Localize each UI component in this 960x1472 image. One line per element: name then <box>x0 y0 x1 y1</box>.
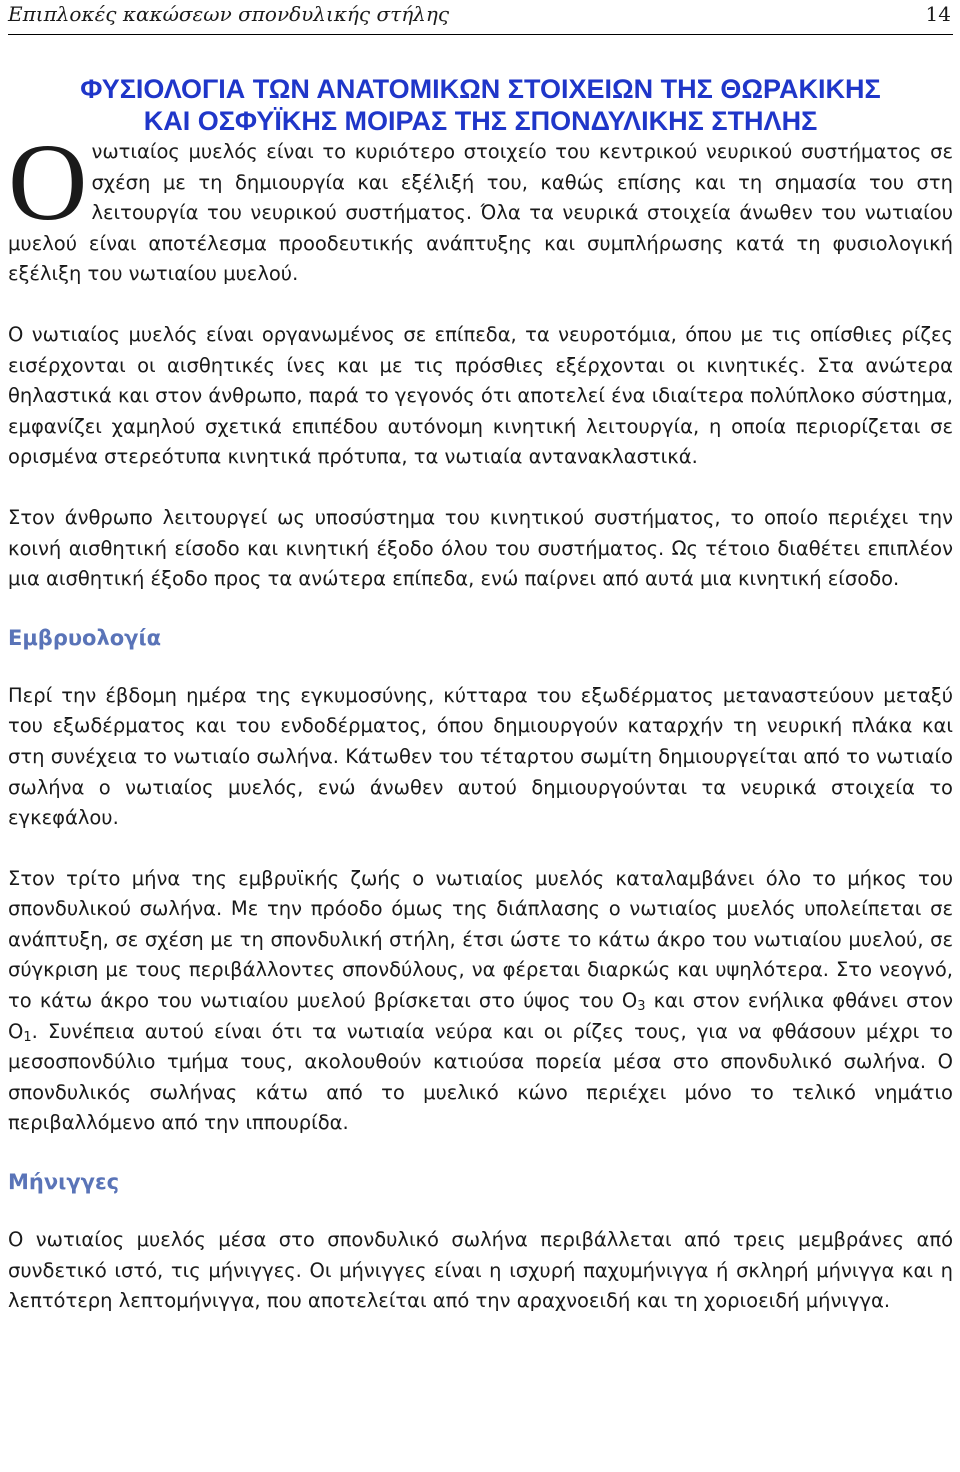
paragraph-organization: Ο νωτιαίος μυελός είναι οργανωμένος σε επίπεδα, τα νευροτόμια, όπου με τις οπίσθιες ρίζες εισέρχονται οι αισθητικές ίνες και με τις πρόσθιες εξέρχονται οι κινητικές. Στα ανώτερα θηλαστικά και στον άνθρωπο, παρά το γεγονός ότι αποτελεί ένα ιδιαίτερα πολύπλοκο σύστημα, εμφανίζει χαμηλού σχετικά επιπέδου αυτόνομη κινητική λειτουργία, η οποία περιορίζεται σε ορισμένα στερεότυπα κινητικά πρότυπα, τα νωτιαία αντανακλαστικά. <box>8 322 953 469</box>
paragraph-embryology-1: Περί την έβδομη ημέρα της εγκυμοσύνης, κύτταρα του εξωδέρματος μεταναστεύουν μεταξύ του εξωδέρματος και του ενδοδέρματος, όπου δημιουργούν καταρχήν τη νευρική πλάκα και στη συνέχεια το νωτιαίο σωλήνα. Κάτωθεν του τέταρτου σωμίτη δημιουργείται από το νωτιαίο σωλήνα ο νωτιαίος μυελός, ενώ άνωθεν αυτού δημιουργούνται τα νευρικά στοιχεία το εγκεφάλου. <box>8 683 953 830</box>
document-title-line-1: ΦΥΣΙΟΛΟΓΙΑ ΤΩΝ ΑΝΑΤΟΜΙΚΩΝ ΣΤΟΙΧΕΙΩΝ ΤΗΣ ΘΩΡΑΚΙΚΗΣ <box>80 74 881 104</box>
subscript-1: 1 <box>23 1029 32 1045</box>
paragraph-embryology-2 <box>8 864 953 1139</box>
paragraph-meninges: Ο νωτιαίος μυελός μέσα στο σπονδυλικό σωλήνα περιβάλλεται από τρεις μεμβράνες από συνδετικό ιστό, τις μήνιγγες. Οι μήνιγγες είναι η ισχυρή παχυμήνιγγα ή σκληρή μήνιγγα και η λεπτότερη λεπτομήνιγγα, που αποτελείται από την αραχνοειδή και τη χοριοειδή μήνιγγα. <box>8 1228 953 1313</box>
drop-cap: Ο <box>8 121 88 243</box>
header-title: Επιπλοκές κακώσεων σπονδυλικής στήλης <box>8 2 450 26</box>
paragraph-embryology-2-part-a: Στον τρίτο μήνα της εμβρυϊκής ζωής ο νωτιαίος μυελός καταλαμβάνει όλο το μήκος του σπονδυλικού σωλήνα. Με την πρόοδο όμως της διάπλασης ο νωτιαίος μυελός υπολείπεται σε ανάπτυξη, σε σχέση με τη σπονδυλική στήλη, έτσι ώστε το κάτω άκρο του νωτιαίου μυελού, σε σύγκριση με τους περιβάλλοντες σπονδύλους, να φέρεται διαρκώς και υψηλότερα. Στο νεογνό, το κάτω άκρο του νωτιαίου μυελού βρίσκεται στο ύψος του Ο <box>8 866 953 1013</box>
paragraph-embryology-2-part-b: και στον ενήλικα φθάνει στον Ο <box>8 989 953 1043</box>
running-header <box>8 0 953 35</box>
document-title <box>8 73 953 137</box>
document-title-line-2: ΚΑΙ ΟΣΦΥΪΚΗΣ ΜΟΙΡΑΣ ΤΗΣ ΣΠΟΝΔΥΛΙΚΗΣ ΣΤΗΛΗΣ <box>143 106 818 136</box>
paragraph-embryology-2-part-c: . Συνέπεια αυτού είναι ότι τα νωτιαία νεύρα και οι ρίζες τους, για να φθάσουν μέχρι το μεσοσπονδύλιο τμήμα τους, ακολουθούν κατιούσα πορεία μέσα στο σπονδυλικό σωλήνα. Ο σπονδυλικός σωλήνας κάτω από το μυελικό κώνο περιέχει μόνο το τελικό νημάτιο περιβαλλόμενο από την ιππουρίδα. <box>8 1019 953 1135</box>
intro-text: νωτιαίος μυελός είναι το κυριότερο στοιχείο του κεντρικού νευρικού συστήματος σε σχέση με τη δημιουργία και εξέλιξή του, καθώς επίσης και τη σημασία του στη λειτουργία του νευρικού συστήματος. Όλα τα νευρικά στοιχεία άνωθεν του νωτιαίου μυελού είναι αποτέλεσμα προοδευτικής ανάπτυξης και συμπλήρωσης κατά τη φυσιολογική εξέλιξη του νωτιαίου μυελού. <box>8 140 953 286</box>
section-heading-meninges: Μήνιγγες <box>8 1170 120 1195</box>
page-number: 14 <box>925 2 951 26</box>
section-heading-embryology: Εμβρυολογία <box>8 625 162 650</box>
paragraph-subsystem: Στον άνθρωπο λειτουργεί ως υποσύστημα του κινητικού συστήματος, το οποίο περιέχει την κοινή αισθητική είσοδο και κινητική έξοδο όλου του συστήματος. Ως τέτοιο διαθέτει επιπλέον μια αισθητική έξοδο προς τα ανώτερα επίπεδα, ενώ παίρνει από αυτά μια κινητική είσοδο. <box>8 505 953 591</box>
subscript-3: 3 <box>637 999 646 1015</box>
